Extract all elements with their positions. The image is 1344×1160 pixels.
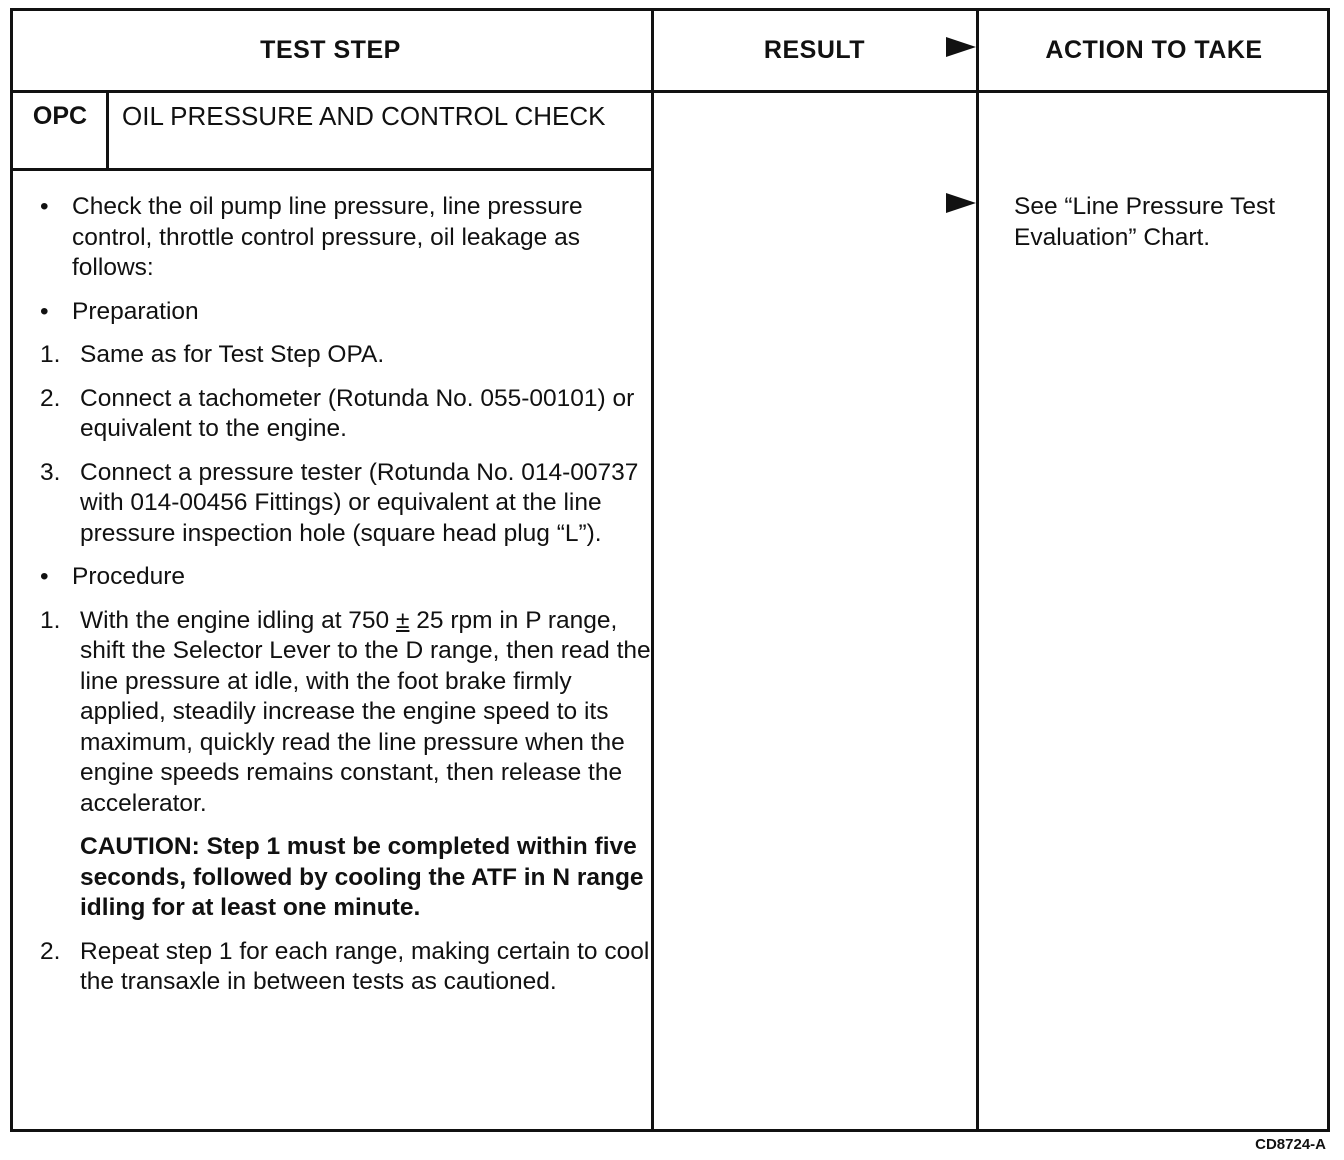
intro-text: Check the oil pump line pressure, line pressure control, throttle control pressure, oil leakage as follows: (72, 193, 583, 281)
preparation-label: Preparation (72, 297, 199, 325)
step-text (80, 606, 652, 820)
step-number: 2. (40, 384, 61, 412)
bullet: • (40, 193, 49, 220)
procedure-heading (40, 562, 652, 593)
step-number: 1. (40, 341, 61, 368)
step-code: OPC (32, 101, 88, 130)
result-arrow-icon (946, 193, 976, 213)
bullet: • (40, 563, 49, 590)
proc-step-1 (40, 606, 652, 820)
step-number: 1. (40, 606, 61, 634)
header-test-step: TEST STEP (260, 35, 401, 64)
prep-step-3 (40, 458, 652, 550)
test-step-content (40, 192, 652, 1011)
header-action: ACTION TO TAKE (1045, 35, 1263, 64)
prep-step-1 (40, 340, 652, 371)
step-text-part: 25 rpm in P range, shift the Selector Lever to the D range, then read the line pressure at idle, with the foot brake firmly applied, steadily increase the engine speed to its maximum, quickly read the line pressure when the engine speeds remains constant, then release the accelerator. (80, 606, 651, 817)
action-text: See “Line Pressure Test Evaluation” Chart. (1014, 193, 1276, 251)
step-text-part: With the engine idling at 750 (80, 606, 396, 634)
header-result: RESULT (763, 35, 866, 64)
prep-step-2 (40, 384, 652, 445)
figure-id: CD8724-A (1255, 1136, 1326, 1153)
caution-note: CAUTION: Step 1 must be completed within five seconds, followed by cooling the ATF in N range idling for at least one minute. (80, 833, 644, 921)
bullet: • (40, 297, 49, 325)
column-divider-action (976, 8, 979, 1132)
step-text: Repeat step 1 for each range, making certain to cool the transaxle in between tests as cautioned. (80, 937, 650, 995)
step-text: Same as for Test Step OPA. (80, 341, 385, 368)
plus-minus-symbol: ± (396, 606, 410, 634)
intro-item (40, 192, 652, 284)
step-text: Connect a tachometer (Rotunda No. 055-00101) or equivalent to the engine. (80, 384, 635, 442)
header-arrow-icon (946, 37, 976, 57)
step-number: 2. (40, 937, 61, 965)
step-title: OIL PRESSURE AND CONTROL CHECK (122, 100, 606, 131)
step-number: 3. (40, 458, 61, 486)
proc-step-2 (40, 937, 652, 998)
preparation-heading (40, 297, 652, 328)
procedure-label: Procedure (72, 563, 186, 590)
step-text: Connect a pressure tester (Rotunda No. 014-00737 with 014-00456 Fittings) or equivalent at the line pressure inspection hole (square head plug “L”). (80, 458, 639, 547)
